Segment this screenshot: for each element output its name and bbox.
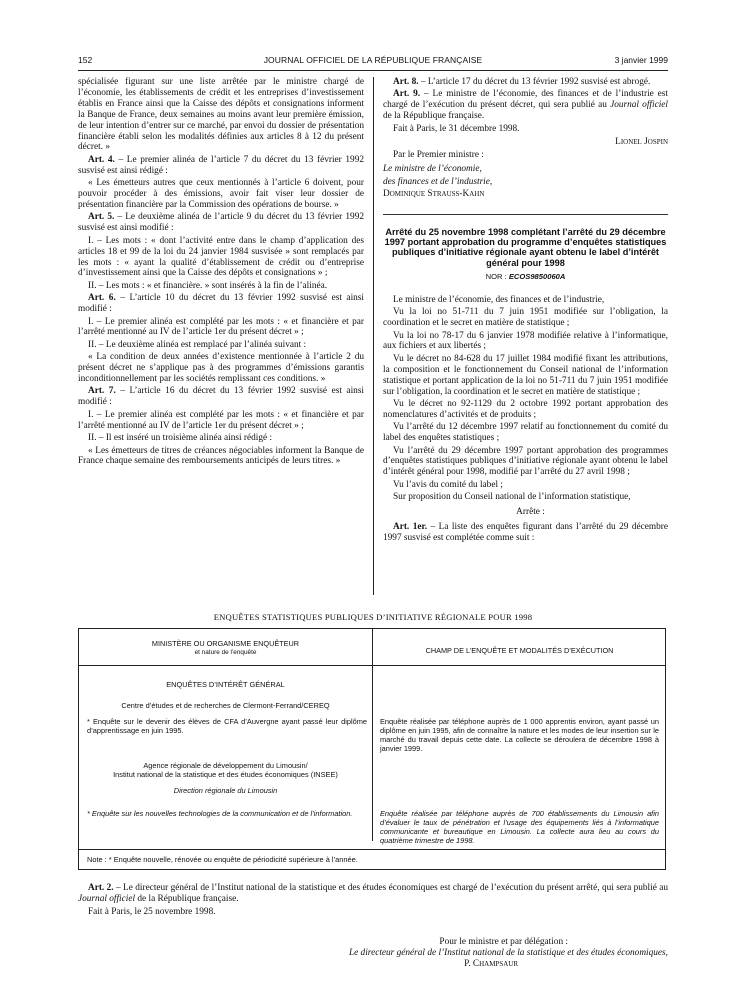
paragraph: « La condition de deux années d’existence mentionnée à l’article 2 du présent décret ne s’applique pas à des programmes d’émissions garantis inconditionnellement par les sociétés remplissant ces conditions. » [78,352,364,385]
table-header-rule [79,665,665,666]
closing-text [78,883,668,919]
header-label: MINISTÈRE OU ORGANISME ENQUÊTEUR [151,639,300,648]
article-label: Art. 7. [88,386,116,397]
table-caption: ENQUÊTES STATISTIQUES PUBLIQUES D’INITIATIVE RÉGIONALE POUR 1998 [213,612,533,622]
visa: Le ministre de l’économie, des finances et de l’industrie, [393,294,605,305]
visa: Vu l’arrêté du 12 décembre 1997 relatif au fonctionnement du comité du label des enquêtes statistiques ; [383,422,668,444]
article-text: de la République française. [383,111,485,122]
article-text: – La liste des enquêtes figurant dans l’arrêté du 29 décembre 1997 susvisé est complétée comme suit : [383,522,668,543]
article-text: – Le premier alinéa de l’article 7 du décret du 13 février 1992 susvisé est ainsi rédigé : [78,154,364,176]
paragraph: I. – Le premier alinéa est complété par les mots : « et financière et par l’arrêté mentionné au IV de l’article 1er du présent décret » ; [78,316,364,338]
article-label: Art. 1er. [393,522,428,532]
par-le-premier-ministre: Par le Premier ministre : [393,150,484,161]
visa: Vu la loi no 51-711 du 7 juin 1951 modifiée sur l’obligation, la coordination et le secret en matière de statistique ; [383,307,668,329]
paragraph: II. – Il est inséré un troisième alinéa ainsi rédigé : [88,433,273,444]
issue-date: 3 janvier 1999 [614,55,668,65]
delegation-line: Pour le ministre et par délégation : [439,937,568,947]
journal-ref: Journal officiel [610,100,668,111]
page-header [78,55,668,69]
visa: Vu le décret no 92-1129 du 2 octobre 1992 portant approbation des nomenclatures d’activités et de produits ; [383,398,668,420]
article-text: – L’article 16 du décret du 13 février 1992 susvisé est ainsi modifié : [78,386,364,408]
article-9 [383,89,668,122]
paragraph: II. – Le deuxième alinéa est remplacé par l’alinéa suivant : [88,339,307,350]
paragraph: II. – Les mots : « et financière. » sont insérés à la fin de l’alinéa. [88,280,328,291]
article-8 [383,77,668,88]
nor-code: ECOS9850060A [508,271,566,281]
signatory-title: Le directeur général de l’Institut national de la statistique et des études économiques, [348,948,668,958]
survey-execution: Enquête réalisée par téléphone auprès de 700 établissements du Limousin afin d’évaluer le taux de pénétration et l’usage des équipements liés à l’informatique communicante et bureautique en Limousin. La collecte aura lieu au cours du quatrième trimestre de 1998. [380,809,659,845]
article-6 [78,293,364,315]
minister-name: Dominique Strauss-Kahn [383,189,485,200]
minister-title: Le ministre de l’économie, [383,164,482,175]
article-7 [78,386,364,408]
article-text: – Le ministre de l’économie, des finances et de l’industrie est chargé de l’exécution du présent décret, qui sera publié au [383,89,668,111]
article-2 [78,883,668,905]
survey-table [78,628,666,870]
paragraph: I. – Le premier alinéa est complété par les mots : « et financière et par l’arrêté mentionné au IV de l’article 1er du présent décret » ; [78,409,364,431]
right-column [383,77,668,545]
fait-a-paris: Fait à Paris, le 31 décembre 1998. [393,123,520,134]
left-column [78,77,364,469]
table-header-col1 [79,640,372,657]
paragraph: « Les émetteurs autres que ceux mentionnés à l’article 6 doivent, pour pouvoir procéder à des émissions, avoir fait viser leur dossier de présentation financière par la Commission des opérations de bourse. » [78,178,364,210]
organism-name: Institut national de la statistique et des études économiques (INSEE) [113,770,338,779]
arrete-heading: Arrête : [516,507,545,518]
nor-label: NOR : [485,271,509,281]
article-text: – Le deuxième alinéa de l’article 9 du décret du 13 février 1992 susvisé est ainsi modifié : [78,212,364,234]
visa: Vu l’arrêté du 29 décembre 1997 portant approbation des programmes d’enquêtes statistiques publiques d’initiative régionale ayant obtenu le label d’intérêt général pour 1998, modifié par l’arrêté du 27 avril 1998 ; [383,445,668,478]
article-label: Art. 2. [88,883,114,893]
signature-block [260,937,668,970]
section-heading: ENQUÊTES D’INTÉRÊT GÉNÉRAL [166,680,285,689]
visa: Vu l’avis du comité du label ; [393,479,503,490]
paragraph: I. – Les mots : « dont l’activité entre dans le champ d’application des articles 18 et 99 de la loi du 24 janvier 1984 susvisée » sont remplacés par les mots : « ayant la qualité d’établissement de crédit ou d’entreprise d’investissement ainsi que la Caisse des dépôts et consignations » ; [78,235,364,279]
paragraph: « Les émetteurs de titres de créances négociables informent la Banque de France chaque semaine des remboursements anticipés de leurs titres. » [78,445,364,467]
arrete-title: Arrêté du 25 novembre 1998 complétant l’arrêté du 29 décembre 1997 portant approbation du programme d’enquêtes statistiques publiques d’initiative régionale ayant obtenu le label d’intérêt général pour 1998 [384,227,667,268]
article-label: Art. 4. [88,154,115,165]
visa: Sur proposition du Conseil national de l’information statistique, [393,492,631,503]
survey-description: * Enquête sur le devenir des élèves de CFA d’Auvergne ayant passé leur diplôme d’apprentissage en juin 1995. [87,717,367,735]
article-label: Art. 9. [393,89,421,100]
table-note-rule [79,849,665,850]
article-label: Art. 8. [393,77,419,87]
article-text: – L’article 10 du décret du 13 février 1992 susvisé est ainsi modifié : [78,293,364,315]
article-label: Art. 5. [88,212,115,223]
table-note: Note : * Enquête nouvelle, rénovée ou enquête de périodicité supérieure à l’année. [87,855,358,864]
article-text: – Le directeur général de l’Institut national de la statistique et des études économiques est chargé de l’exécution du présent arrêté, qui sera publié au [113,883,668,893]
article-text: – L’article 17 du décret du 13 février 1992 susvisé est abrogé. [418,77,651,87]
article-5 [78,212,364,234]
column-divider [373,77,374,595]
journal-title: JOURNAL OFFICIEL DE LA RÉPUBLIQUE FRANÇAISE [263,55,483,65]
article-label: Art. 6. [88,293,116,304]
survey-execution: Enquête réalisée par téléphone auprès de 1 000 apprentis environ, ayant passé un diplôme en juin 1995, afin de connaître la nature et les modes de leur insertion sur le marché du travail depuis cette date. La collecte se déroulera de décembre 1998 à janvier 1999. [380,717,659,753]
page-number: 152 [78,55,93,65]
visa: Vu la loi no 78-17 du 6 janvier 1978 modifiée relative à l’informatique, aux fichiers et aux libertés ; [383,330,668,352]
nor-reference [383,272,668,283]
table-header-col2: CHAMP DE L’ENQUÊTE ET MODALITÉS D’EXÉCUTION [425,646,614,655]
signatory: Lionel Jospin [615,136,668,147]
organism-name: Centre d’études et de recherches de Clermont-Ferrand/CEREQ [121,701,330,710]
survey-description: * Enquête sur les nouvelles technologies de la communication et de l’information. [87,809,353,818]
visa: Vu le décret no 84-628 du 17 juillet 1984 modifié fixant les attributions, la composition et le fonctionnement du Conseil national de l’information statistique et portant application de la loi no 51-711 du 7 juin 1951 modifiée sur l’obligation, la coordination et le secret en matière de statistique ; [383,353,668,397]
article-4 [78,155,364,177]
table-column-divider [372,629,373,841]
fait-a-paris: Fait à Paris, le 25 novembre 1998. [88,906,216,917]
article-1 [383,522,668,544]
header-rule [78,70,668,71]
organism-direction: Direction régionale du Limousin [173,786,278,795]
header-sublabel: et nature de l’enquête [194,648,257,656]
section-rule [383,214,668,215]
journal-ref: Journal officiel [78,894,136,904]
signatory-name: P. Champsaur [464,959,518,969]
article-text: de la République française. [135,894,239,904]
organism-name: Agence régionale de développement du Limousin/ [143,761,308,770]
minister-title: des finances et de l’industrie, [383,176,493,187]
paragraph: spécialisée figurant sur une liste arrêtée par le ministre chargé de l’économie, les établissements de crédit et les entreprises d’investissement établis en France ainsi que la Caisse des dépôts et consignations informent la Banque de France, deux semaines au moins avant leur première émission, de leur intention d’entrer sur ce marché, par envoi du dossier de présentation financière établi selon les modalités définies aux articles 8 à 12 du présent décret. » [78,77,364,153]
